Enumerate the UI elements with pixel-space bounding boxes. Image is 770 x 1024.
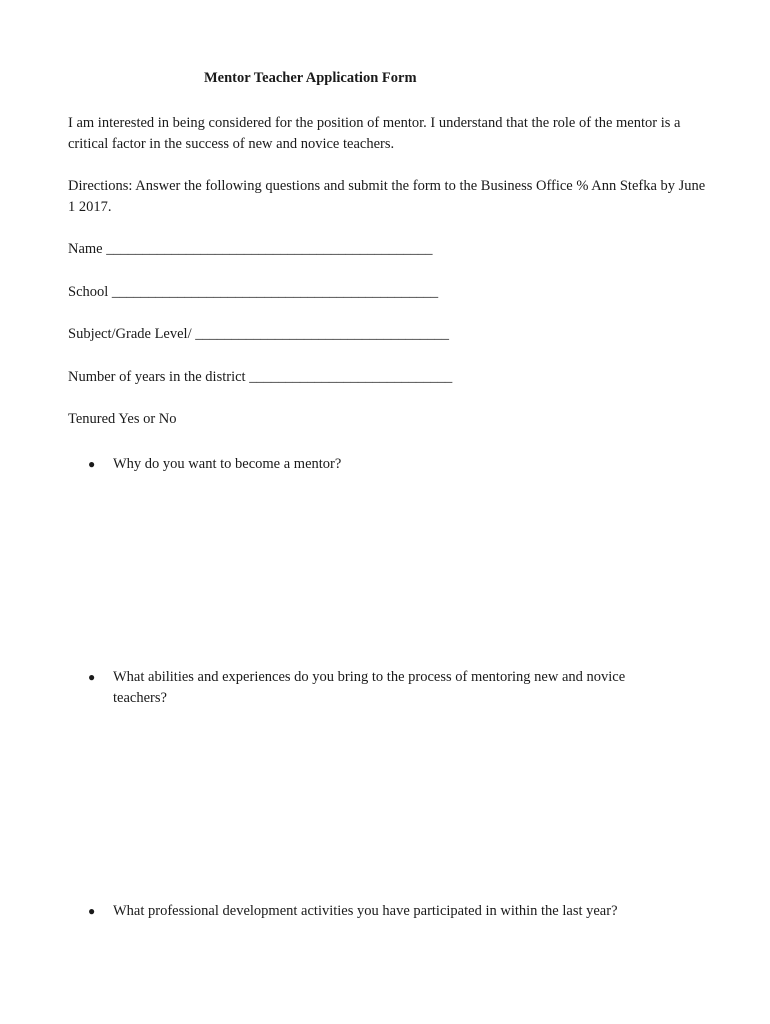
bullet-icon: ● [88, 457, 96, 471]
question-text: What professional development activities you have participated in within the last year? [113, 903, 618, 919]
subject-grade-field: Subject/Grade Level/ ___________________________________ [68, 326, 449, 342]
tenured-field: Tenured Yes or No [68, 411, 177, 427]
question-text: Why do you want to become a mentor? [113, 456, 342, 472]
bullet-icon: ● [88, 904, 96, 918]
intro-paragraph: I am interested in being considered for the position of mentor. I understand that the role of the mentor is a critical factor in the success of new and novice teachers. [68, 115, 681, 152]
bullet-icon: ● [88, 670, 96, 684]
page-title: Mentor Teacher Application Form [204, 70, 417, 86]
name-field: Name _____________________________________________ [68, 241, 433, 257]
school-field: School _____________________________________________ [68, 284, 439, 300]
years-in-district-field: Number of years in the district ____________________________ [68, 369, 453, 385]
question-text: What abilities and experiences do you bring to the process of mentoring new and novice teachers? [113, 669, 626, 706]
directions-paragraph: Directions: Answer the following questions and submit the form to the Business Office % Ann Stefka by June 1 2017. [68, 178, 706, 215]
